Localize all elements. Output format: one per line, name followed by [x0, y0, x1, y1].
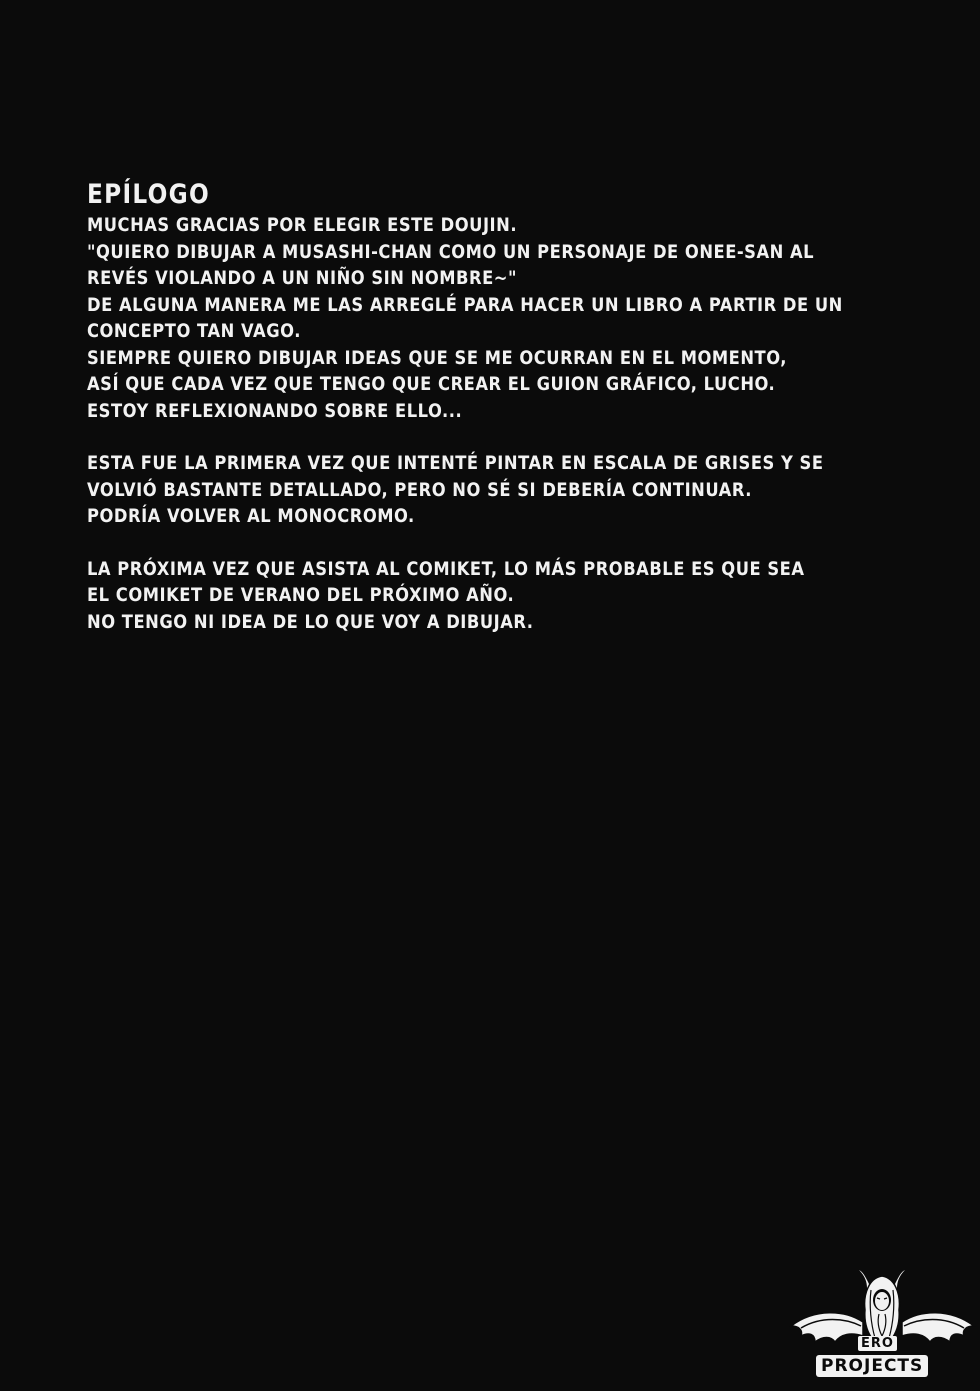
logo-text-ero: ERO	[858, 1336, 897, 1351]
epilogue-text-block	[87, 179, 843, 635]
text-line: PODRÍA VOLVER AL MONOCROMO.	[87, 505, 415, 527]
ero-projects-logo	[785, 1270, 980, 1391]
text-line: ESTA FUE LA PRIMERA VEZ QUE INTENTÉ PINTAR EN ESCALA DE GRISES Y SE	[87, 452, 824, 474]
text-line: "QUIERO DIBUJAR A MUSASHI-CHAN COMO UN PERSONAJE DE ONEE-SAN AL	[87, 240, 815, 263]
text-line: CONCEPTO TAN VAGO.	[87, 320, 301, 342]
text-line: SIEMPRE QUIERO DIBUJAR IDEAS QUE SE ME OCURRAN EN EL MOMENTO,	[87, 346, 787, 369]
paragraph-2	[87, 450, 824, 530]
text-line: DE ALGUNA MANERA ME LAS ARREGLÉ PARA HACER UN LIBRO A PARTIR DE UN	[87, 293, 843, 316]
text-line: VOLVIÓ BASTANTE DETALLADO, PERO NO SÉ SI DEBERÍA CONTINUAR.	[87, 478, 752, 501]
text-line: ASÍ QUE CADA VEZ QUE TENGO QUE CREAR EL GUION GRÁFICO, LUCHO.	[87, 373, 776, 395]
text-line: REVÉS VIOLANDO A UN NIÑO SIN NOMBRE~"	[87, 267, 518, 289]
paragraph-1	[87, 212, 843, 424]
text-line: MUCHAS GRACIAS POR ELEGIR ESTE DOUJIN.	[87, 214, 518, 236]
text-line: NO TENGO NI IDEA DE LO QUE VOY A DIBUJAR.	[87, 610, 534, 633]
page-title: EPÍLOGO	[87, 179, 211, 210]
text-line: LA PRÓXIMA VEZ QUE ASISTA AL COMIKET, LO MÁS PROBABLE ES QUE SEA	[87, 557, 805, 580]
text-line: EL COMIKET DE VERANO DEL PRÓXIMO AÑO.	[87, 584, 515, 606]
logo-text-projects: PROJECTS	[816, 1355, 928, 1377]
paragraph-3	[87, 556, 805, 636]
text-line: ESTOY REFLEXIONANDO SOBRE ELLO...	[87, 399, 463, 422]
